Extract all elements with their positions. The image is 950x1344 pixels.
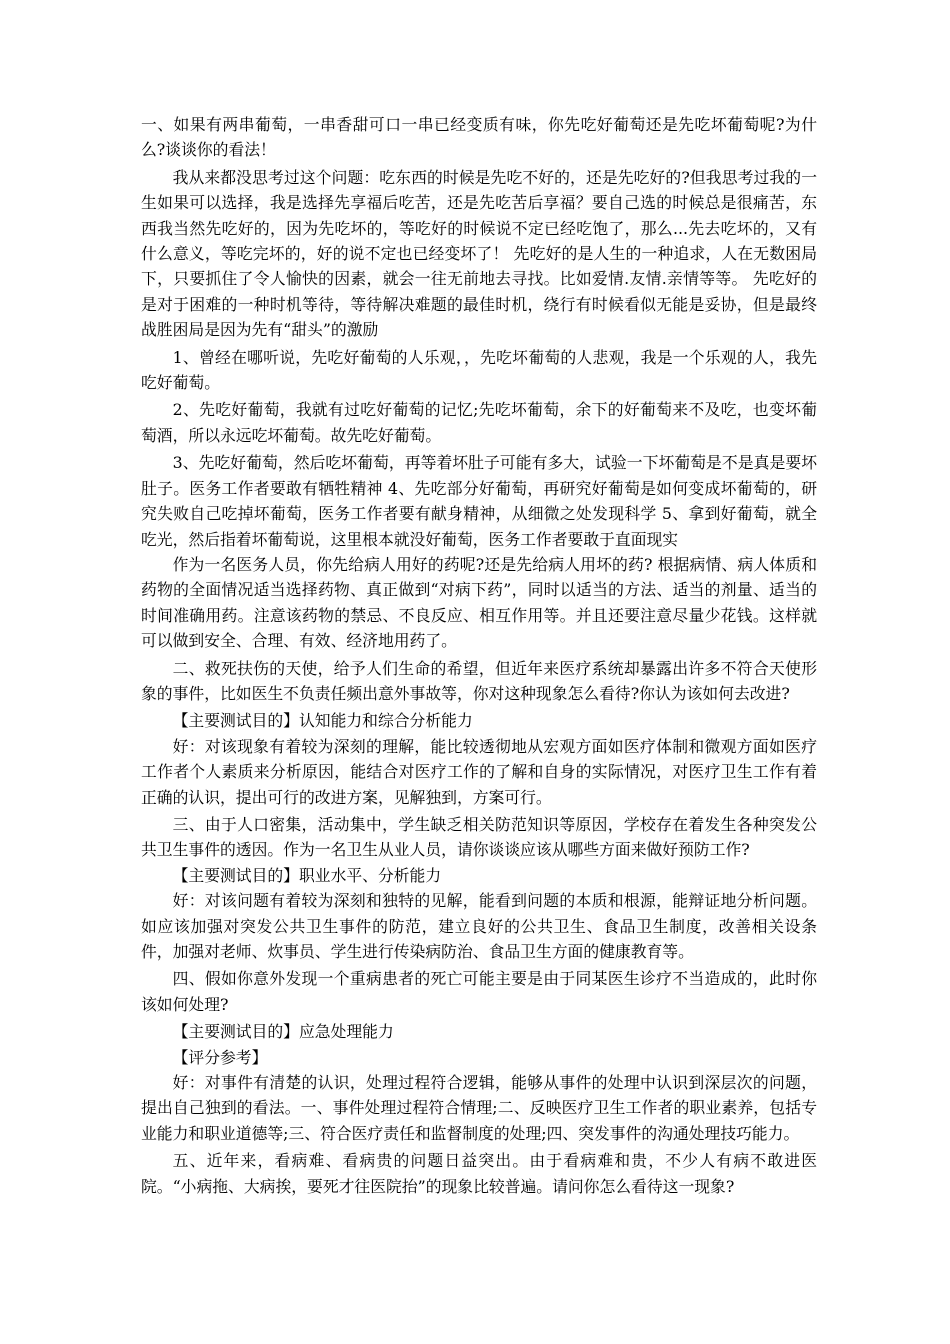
answer-point-3: 3、先吃好葡萄，然后吃坏葡萄，再等着坏肚子可能有多大，试验一下坏葡萄是不是真是要坏肚子。医务工作者要敢有牺牲精神 4、先吃部分好葡萄，再研究好葡萄是如何变成坏葡萄的，研究失败自己吃掉坏葡萄，医务工作者要有献身精神，从细微之处发现科学 5、拿到好葡萄，就全吃光，然后指着坏葡萄说，这里根本就没好葡萄，医务工作者要敢于直面现实 xyxy=(141,453,817,549)
answer-point-1: 1、曾经在哪听说，先吃好葡萄的人乐观，，先吃坏葡萄的人悲观，我是一个乐观的人，我先吃好葡萄。 xyxy=(141,347,817,393)
medicine-paragraph: 作为一名医务人员，你先给病人用好的药呢?还是先给病人用坏的药? 根据病情、病人体质和药物的全面情况适当选择药物、真正做到“对病下药”，同时以适当的方法、适当的剂量、适当的时间准确用药。注意该药物的禁忌、不良反应、相互作用等。并且还要注意尽量少花钱。这样就可以做到安全、合理、有效、经济地用药了。 xyxy=(141,554,817,651)
question-5-paragraph: 五、近年来，看病难、看病贵的问题日益突出。由于看病难和贵，不少人有病不敢进医院。“小病拖、大病挨，要死才往医院抬”的现象比较普遍。请问你怎么看待这一现象? xyxy=(141,1151,817,1196)
question-3-paragraph: 三、由于人口密集，活动集中，学生缺乏相关防范知识等原因，学校存在着发生各种突发公共卫生事件的透因。作为一名卫生从业人员，请你谈谈应该从哪些方面来做好预防工作? xyxy=(141,814,817,860)
question-2-paragraph: 二、救死扶伤的天使，给予人们生命的希望，但近年来医疗系统却暴露出许多不符合天使形象的事件，比如医生不负责任频出意外事故等，你对这种现象怎么看待?你认为该如何去改进? xyxy=(141,658,817,703)
question-1-paragraph: 一、如果有两串葡萄，一串香甜可口一串已经变质有味，你先吃好葡萄还是先吃坏葡萄呢?为什么?谈谈你的看法！ xyxy=(141,115,817,160)
test-purpose-heading: 【主要测试目的】应急处理能力 xyxy=(172,1022,394,1042)
answer-point-2: 2、先吃好葡萄，我就有过吃好葡萄的记忆;先吃坏葡萄，余下的好葡萄来不及吃，也变坏葡萄酒，所以永远吃坏葡萄。故先吃好葡萄。 xyxy=(141,400,817,445)
document-body xyxy=(141,112,817,1199)
good-answer-paragraph: 好：对该现象有着较为深刻的理解，能比较透彻地从宏观方面如医疗体制和微观方面如医疗工作者个人素质来分析原因，能结合对医疗工作的了解和自身的实际情况，对医疗卫生工作有着正确的认识，提出可行的改进方案，见解独到，方案可行。 xyxy=(141,736,817,807)
test-purpose-heading: 【主要测试目的】认知能力和综合分析能力 xyxy=(172,711,473,731)
test-purpose-heading: 【主要测试目的】职业水平、分析能力 xyxy=(172,865,442,885)
answer-paragraph: 我从来都没思考过这个问题：吃东西的时候是先吃不好的，还是先吃好的?但我思考过我的一生如果可以选择，我是选择先享福后吃苦，还是先吃苦后享福？要自己选的时候总是很痛苦，东西我当然先吃好的，因为先吃坏的，等吃好的时候说不定已经吃饱了，那么...先去吃坏的，又有什么意义，等吃完坏的，好的说不定也已经变坏了！ 先吃好的是人生的一种追求，人在无数困局下，只要抓住了令人愉快的因素，就会一往无前地去寻找。比如爱情.友情.亲情等等。 先吃好的是对于困难的一种时机等待，等待解决难题的最佳时机，绕行有时候看似无能是妥协，但是最终战胜困局是因为先有“甜头”的激励 xyxy=(141,167,817,340)
good-answer-paragraph: 好：对该问题有着较为深刻和独特的见解，能看到问题的本质和根源，能辩证地分析问题。如应该加强对突发公共卫生事件的防范，建立良好的公共卫生、食品卫生制度，改善相关设条件，加强对老师、炊事员、学生进行传染病防治、食品卫生方面的健康教育等。 xyxy=(141,891,817,961)
question-4-paragraph: 四、假如你意外发现一个重病患者的死亡可能主要是由于同某医生诊疗不当造成的，此时你该如何处理? xyxy=(141,969,817,1014)
good-answer-paragraph: 好：对事件有清楚的认识，处理过程符合逻辑，能够从事件的处理中认识到深层次的问题，提出自己独到的看法。一、事件处理过程符合情理;二、反映医疗卫生工作者的职业素养，包括专业能力和职业道德等;三、符合医疗责任和监督制度的处理;四、突发事件的沟通处理技巧能力。 xyxy=(141,1073,817,1143)
scoring-reference-heading: 【评分参考】 xyxy=(172,1047,268,1067)
